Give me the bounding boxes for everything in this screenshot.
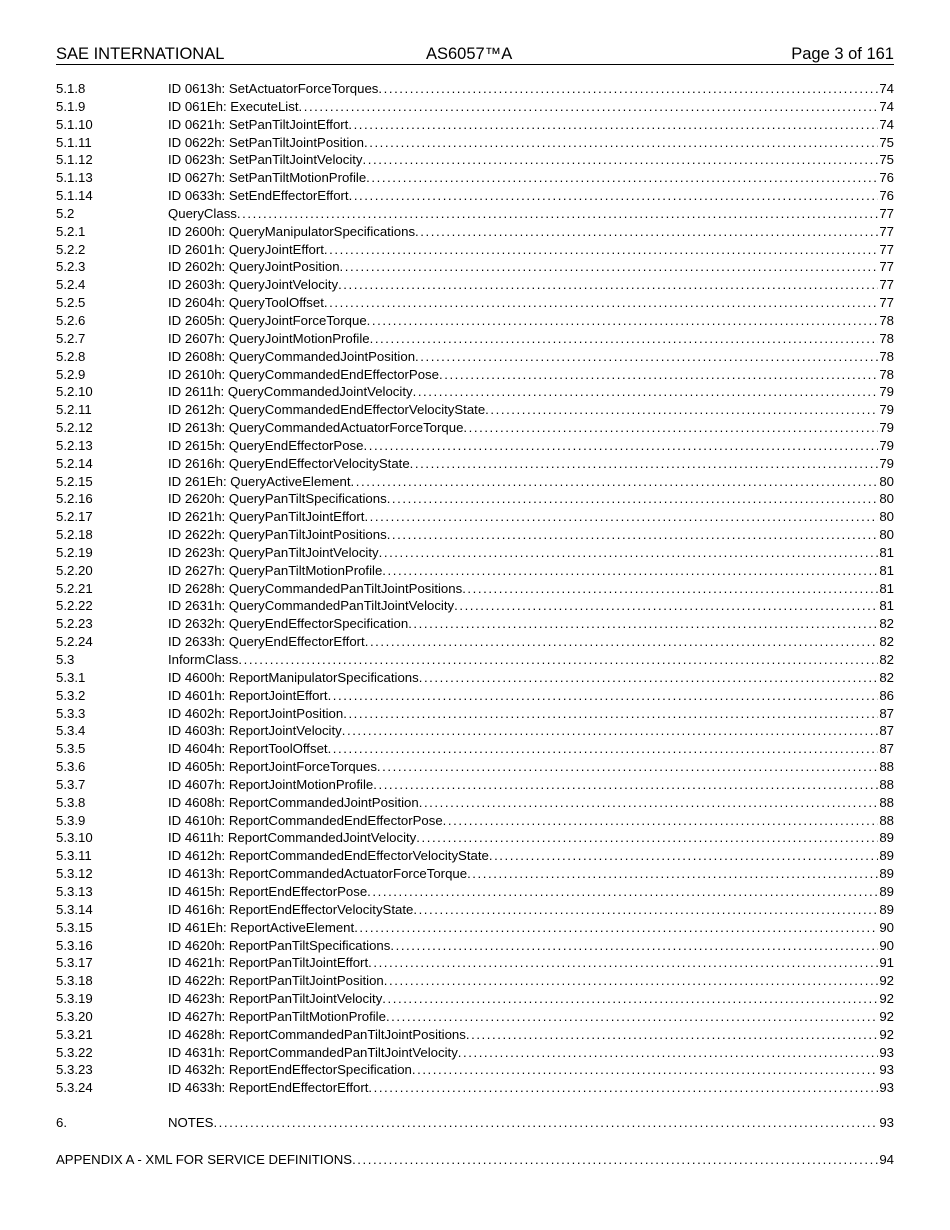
toc-entry-page: 89	[879, 883, 894, 899]
toc-entry-title: ID 4600h: ReportManipulatorSpecifications	[168, 669, 419, 685]
toc-entry-number: 5.3.22	[56, 1044, 93, 1060]
toc-entry-number: 5.2.14	[56, 455, 93, 471]
toc-entry-number: 5.2.24	[56, 634, 93, 650]
toc-entry-page: 82	[879, 669, 894, 685]
dot-leader	[384, 972, 879, 990]
toc-entry-page: 78	[879, 366, 894, 382]
toc-entry-title: ID 4615h: ReportEndEffectorPose	[168, 883, 368, 899]
dot-leader	[467, 865, 878, 883]
toc-entry-page: 92	[879, 991, 894, 1007]
toc-entry-title: ID 4610h: ReportCommandedEndEffectorPose	[168, 812, 443, 828]
toc-entry-title: ID 2620h: QueryPanTiltSpecifications	[168, 491, 387, 507]
dot-leader	[370, 330, 879, 348]
toc-entry-title: ID 4603h: ReportJointVelocity	[168, 723, 342, 739]
toc-entry-page: 90	[879, 919, 894, 935]
dot-leader	[366, 169, 878, 187]
toc-entry-page: 77	[879, 241, 894, 257]
toc-entry-page: 81	[879, 544, 894, 560]
toc-entry-page: 79	[879, 437, 894, 453]
toc-entry-page: 87	[879, 705, 894, 721]
toc-entry-title: ID 061Eh: ExecuteList	[168, 98, 299, 114]
toc-entry[interactable]	[56, 651, 894, 669]
toc-entry-number: 5.2.4	[56, 277, 86, 293]
toc-entry-page: 74	[879, 116, 894, 132]
toc-entry[interactable]	[56, 597, 894, 615]
toc-entry-title: ID 4602h: ReportJointPosition	[168, 705, 344, 721]
toc-entry-page: 75	[879, 152, 894, 168]
toc-entry[interactable]	[56, 366, 894, 384]
toc-entry-number: 5.3.13	[56, 883, 93, 899]
toc-entry-title: ID 4613h: ReportCommandedActuatorForceTorque	[168, 866, 468, 882]
dot-leader	[367, 312, 879, 330]
toc-entry-number: 5.3.14	[56, 901, 93, 917]
toc-entry-page: 77	[879, 223, 894, 239]
toc-entry[interactable]	[56, 990, 894, 1008]
toc-entry-page: 89	[879, 830, 894, 846]
header-document-id: AS6057™A	[426, 45, 513, 63]
toc-entry-number: 5.3.12	[56, 866, 93, 882]
toc-entry[interactable]	[56, 508, 894, 526]
dot-leader	[387, 490, 879, 508]
dot-leader	[454, 597, 878, 615]
toc-entry[interactable]	[56, 134, 894, 152]
toc-entry-page: 77	[879, 205, 894, 221]
toc-entry-number: 5.3.7	[56, 776, 86, 792]
dot-leader	[408, 615, 878, 633]
toc-entry-page: 75	[879, 134, 894, 150]
toc-entry[interactable]	[56, 116, 894, 134]
toc-entry-number: 5.3.1	[56, 669, 86, 685]
dot-leader	[413, 901, 878, 919]
toc-entry-title: ID 0627h: SetPanTiltMotionProfile	[168, 170, 367, 186]
toc-entry-title: ID 2633h: QueryEndEffectorEffort	[168, 634, 365, 650]
toc-entry-title: ID 2623h: QueryPanTiltJointVelocity	[168, 544, 379, 560]
dot-leader	[368, 954, 878, 972]
dot-leader	[466, 1026, 878, 1044]
dot-leader	[382, 990, 878, 1008]
toc-entry[interactable]	[56, 847, 894, 865]
toc-entry[interactable]	[56, 937, 894, 955]
toc-entry[interactable]	[56, 562, 894, 580]
toc-entry-number: 5.3.10	[56, 830, 93, 846]
toc-entry[interactable]	[56, 473, 894, 491]
toc-entry-number: 5.3.11	[56, 848, 92, 864]
toc-entry-title: ID 4611h: ReportCommandedJointVelocity	[168, 830, 417, 846]
toc-entry-number: 5.2.5	[56, 295, 86, 311]
toc-entry-title: NOTES	[168, 1115, 214, 1130]
toc-entry[interactable]	[56, 419, 894, 437]
toc-entry-number: 5.2.19	[56, 544, 93, 560]
toc-entry-page: 90	[879, 937, 894, 953]
dot-leader	[365, 633, 879, 651]
toc-entry-title: ID 2610h: QueryCommandedEndEffectorPose	[168, 366, 439, 382]
dot-leader	[378, 80, 878, 98]
toc-entry[interactable]	[56, 758, 894, 776]
dot-leader	[390, 937, 878, 955]
toc-entry-title: ID 4628h: ReportCommandedPanTiltJointPositions	[168, 1026, 466, 1042]
toc-entry[interactable]	[56, 169, 894, 187]
toc-entry-number: 5.1.10	[56, 116, 93, 132]
dot-leader	[410, 455, 879, 473]
dot-leader	[349, 187, 879, 205]
toc-entry-number: 5.1.8	[56, 81, 86, 96]
toc-entry-number: 5.3.6	[56, 759, 86, 775]
table-of-contents	[56, 80, 894, 1097]
toc-entry-page: 89	[879, 866, 894, 882]
toc-entry-page: 81	[879, 562, 894, 578]
toc-entry[interactable]	[56, 80, 894, 98]
toc-entry[interactable]	[56, 383, 894, 401]
toc-entry-number: 5.3.4	[56, 723, 86, 739]
toc-entry[interactable]	[56, 348, 894, 366]
toc-entry[interactable]	[56, 490, 894, 508]
toc-entry[interactable]	[56, 151, 894, 169]
toc-entry[interactable]	[56, 330, 894, 348]
toc-entry-title: ID 2632h: QueryEndEffectorSpecification	[168, 616, 409, 632]
toc-entry-title: ID 2613h: QueryCommandedActuatorForceTorque	[168, 420, 464, 436]
toc-entry-page: 93	[879, 1080, 894, 1096]
toc-entry-title: ID 2622h: QueryPanTiltJointPositions	[168, 527, 387, 543]
toc-entry-number: 5.2.16	[56, 491, 93, 507]
toc-entry-title: ID 2615h: QueryEndEffectorPose	[168, 437, 364, 453]
toc-entry-page: 81	[879, 580, 894, 596]
toc-entry-number: 5.2	[56, 205, 75, 221]
toc-entry-title: ID 0613h: SetActuatorForceTorques	[168, 81, 379, 96]
toc-entry-number: 5.2.9	[56, 366, 86, 382]
toc-entry-page: 92	[879, 1026, 894, 1042]
toc-entry-title: ID 461Eh: ReportActiveElement	[168, 919, 355, 935]
toc-entry-number: 5.2.6	[56, 312, 86, 328]
toc-entry[interactable]	[56, 1026, 894, 1044]
toc-entry-title: ID 2621h: QueryPanTiltJointEffort	[168, 509, 365, 525]
toc-entry-page: 76	[879, 188, 894, 204]
toc-entry-notes[interactable]	[56, 1114, 894, 1132]
toc-entry-number: 5.3.20	[56, 1008, 93, 1024]
dot-leader	[387, 526, 879, 544]
dot-leader	[363, 151, 879, 169]
dot-leader	[328, 687, 879, 705]
dot-leader	[343, 705, 878, 723]
toc-entry-page: 77	[879, 277, 894, 293]
toc-entry-page: 77	[879, 295, 894, 311]
dot-leader	[324, 241, 878, 259]
toc-entry-page: 81	[879, 598, 894, 614]
toc-entry[interactable]	[56, 312, 894, 330]
toc-entry-number: 5.3.5	[56, 741, 86, 757]
toc-entry-title: ID 2605h: QueryJointForceTorque	[168, 312, 367, 328]
dot-leader	[443, 812, 879, 830]
toc-entry-number: 5.3.8	[56, 794, 86, 810]
page-header	[56, 45, 894, 65]
toc-entry[interactable]	[56, 829, 894, 847]
toc-entry-page: 78	[879, 330, 894, 346]
toc-entry[interactable]	[56, 401, 894, 419]
toc-entry-number: 5.3.9	[56, 812, 86, 828]
toc-entry-page: 80	[879, 473, 894, 489]
toc-entry-title: ID 4623h: ReportPanTiltJointVelocity	[168, 991, 383, 1007]
toc-entry-page: 92	[879, 1008, 894, 1024]
toc-entry-page: 89	[879, 901, 894, 917]
toc-entry-appendix[interactable]	[56, 1151, 894, 1169]
toc-entry-title: ID 2608h: QueryCommandedJointPosition	[168, 348, 416, 364]
dot-leader	[419, 794, 879, 812]
toc-entry-title: ID 2616h: QueryEndEffectorVelocityState	[168, 455, 410, 471]
toc-entry[interactable]	[56, 722, 894, 740]
toc-entry-page: 89	[879, 848, 894, 864]
toc-entry[interactable]	[56, 437, 894, 455]
toc-entry-number: 5.1.13	[56, 170, 93, 186]
toc-entry[interactable]	[56, 1061, 894, 1079]
toc-entry-number: 5.2.23	[56, 616, 93, 632]
dot-leader	[368, 1079, 878, 1097]
dot-leader	[377, 758, 878, 776]
toc-entry-page: 88	[879, 759, 894, 775]
toc-entry-title: ID 4622h: ReportPanTiltJointPosition	[168, 973, 384, 989]
toc-entry-title: ID 2607h: QueryJointMotionProfile	[168, 330, 370, 346]
toc-entry-page: 79	[879, 455, 894, 471]
toc-entry-title: ID 2603h: QueryJointVelocity	[168, 277, 339, 293]
dot-leader	[416, 829, 878, 847]
toc-entry-number: 5.1.12	[56, 152, 93, 168]
toc-entry-number: 5.2.8	[56, 348, 86, 364]
dot-leader	[379, 544, 879, 562]
toc-entry[interactable]	[56, 687, 894, 705]
dot-leader	[462, 580, 878, 598]
toc-entry-number: 5.2.10	[56, 384, 93, 400]
dot-leader	[458, 1044, 879, 1062]
toc-entry-page: 80	[879, 509, 894, 525]
dot-leader	[237, 205, 878, 223]
toc-entry-page: 82	[879, 634, 894, 650]
toc-entry-number: 5.3.3	[56, 705, 86, 721]
toc-entry[interactable]	[56, 919, 894, 937]
toc-entry[interactable]	[56, 972, 894, 990]
toc-entry-title: ID 0623h: SetPanTiltJointVelocity	[168, 152, 363, 168]
toc-entry-page: 80	[879, 491, 894, 507]
toc-entry-title: ID 2612h: QueryCommandedEndEffectorVelocityState	[168, 402, 486, 418]
dot-leader	[373, 776, 878, 794]
toc-entry-title: ID 2631h: QueryCommandedPanTiltJointVelocity	[168, 598, 455, 614]
toc-entry[interactable]	[56, 883, 894, 901]
toc-entry-page: 91	[879, 955, 894, 971]
toc-entry-title: ID 4604h: ReportToolOffset	[168, 741, 328, 757]
dot-leader	[485, 401, 878, 419]
toc-entry-title: ID 4612h: ReportCommandedEndEffectorVelocityState	[168, 848, 489, 864]
toc-entry-page: 93	[879, 1044, 894, 1060]
toc-entry-title: ID 261Eh: QueryActiveElement	[168, 473, 351, 489]
dot-leader	[367, 883, 878, 901]
toc-entry-number: 5.1.11	[56, 134, 92, 150]
dot-leader	[382, 562, 878, 580]
dot-leader	[328, 740, 879, 758]
toc-entry-number: 5.3.23	[56, 1062, 93, 1078]
toc-entry-title: ID 4607h: ReportJointMotionProfile	[168, 776, 374, 792]
toc-entry[interactable]	[56, 812, 894, 830]
toc-entry-page: 78	[879, 348, 894, 364]
toc-entry-page: 94	[879, 1152, 894, 1167]
toc-entry-title: ID 4608h: ReportCommandedJointPosition	[168, 794, 419, 810]
toc-entry-number: 5.3	[56, 652, 75, 667]
toc-entry[interactable]	[56, 241, 894, 259]
toc-entry-page: 74	[879, 98, 894, 114]
toc-entry[interactable]	[56, 615, 894, 633]
toc-entry-title: ID 0633h: SetEndEffectorEffort	[168, 188, 349, 204]
toc-entry-page: 93	[879, 1115, 894, 1130]
toc-entry-title: ID 2627h: QueryPanTiltMotionProfile	[168, 562, 383, 578]
toc-entry-page: 82	[879, 616, 894, 632]
toc-entry-number: 5.2.18	[56, 527, 93, 543]
toc-entry-title: ID 0622h: SetPanTiltJointPosition	[168, 134, 364, 150]
dot-leader	[415, 348, 878, 366]
toc-entry-number: 5.3.17	[56, 955, 93, 971]
dot-leader	[354, 919, 878, 937]
toc-entry-number: 5.2.11	[56, 402, 92, 418]
dot-leader	[364, 437, 879, 455]
toc-entry-title: ID 4601h: ReportJointEffort	[168, 687, 328, 703]
toc-entry[interactable]	[56, 580, 894, 598]
toc-entry-number: 5.3.19	[56, 991, 93, 1007]
toc-entry-title: ID 0621h: SetPanTiltJointEffort	[168, 116, 349, 132]
toc-entry-title: ID 4627h: ReportPanTiltMotionProfile	[168, 1008, 386, 1024]
dot-leader	[364, 134, 878, 152]
toc-entry-number: 5.2.22	[56, 598, 93, 614]
toc-entry-number: 5.2.7	[56, 330, 86, 346]
toc-entry[interactable]	[56, 1044, 894, 1062]
dot-leader	[324, 294, 878, 312]
dot-leader	[439, 366, 878, 384]
dot-leader	[489, 847, 878, 865]
toc-entry-page: 87	[879, 741, 894, 757]
toc-entry-page: 87	[879, 723, 894, 739]
dot-leader	[348, 116, 878, 134]
toc-entry[interactable]	[56, 705, 894, 723]
toc-entry-title: ID 4616h: ReportEndEffectorVelocityState	[168, 901, 414, 917]
toc-entry[interactable]	[56, 258, 894, 276]
toc-entry-title: ID 2611h: QueryCommandedJointVelocity	[168, 384, 413, 400]
toc-entry-number: 5.3.15	[56, 919, 93, 935]
dot-leader	[298, 98, 878, 116]
toc-entry-page: 79	[879, 384, 894, 400]
toc-entry[interactable]	[56, 294, 894, 312]
toc-entry-title: ID 2600h: QueryManipulatorSpecifications	[168, 223, 416, 239]
dot-leader	[352, 1151, 878, 1169]
dot-leader	[342, 722, 879, 740]
toc-entry-number: 5.3.16	[56, 937, 93, 953]
toc-entry[interactable]	[56, 633, 894, 651]
toc-entry[interactable]	[56, 223, 894, 241]
toc-entry-page: 86	[879, 687, 894, 703]
toc-entry[interactable]	[56, 901, 894, 919]
toc-entry[interactable]	[56, 205, 894, 223]
toc-entry-page: 79	[879, 402, 894, 418]
toc-entry-page: 80	[879, 527, 894, 543]
toc-entry-number: 5.2.17	[56, 509, 93, 525]
toc-entry-number: 5.2.2	[56, 241, 86, 257]
dot-leader	[413, 383, 879, 401]
dot-leader	[238, 651, 878, 669]
toc-entry[interactable]	[56, 1079, 894, 1097]
toc-entry-title: ID 4631h: ReportCommandedPanTiltJointVelocity	[168, 1044, 458, 1060]
toc-entry-title: ID 4633h: ReportEndEffectorEffort	[168, 1080, 369, 1096]
toc-entry-title: ID 2628h: QueryCommandedPanTiltJointPositions	[168, 580, 463, 596]
toc-entry-number: 5.2.3	[56, 259, 86, 275]
toc-entry-page: 77	[879, 259, 894, 275]
toc-entry[interactable]	[56, 276, 894, 294]
toc-entry-page: 88	[879, 794, 894, 810]
dot-leader	[415, 223, 878, 241]
toc-entry-page: 78	[879, 312, 894, 328]
toc-entry-title: ID 4632h: ReportEndEffectorSpecification	[168, 1062, 412, 1078]
toc-entry-title: QueryClass	[168, 205, 237, 221]
dot-leader	[419, 669, 879, 687]
toc-entry-number: 5.2.21	[56, 580, 93, 596]
toc-entry-number: 5.2.1	[56, 223, 86, 239]
toc-entry-number: 5.2.15	[56, 473, 93, 489]
toc-entry[interactable]	[56, 1008, 894, 1026]
toc-entry-title: ID 4605h: ReportJointForceTorques	[168, 759, 377, 775]
toc-entry[interactable]	[56, 455, 894, 473]
toc-entry-title: ID 4621h: ReportPanTiltJointEffort	[168, 955, 369, 971]
toc-entry-page: 74	[879, 81, 894, 96]
toc-entry-title: ID 2602h: QueryJointPosition	[168, 259, 340, 275]
dot-leader	[364, 508, 878, 526]
toc-entry-title: ID 2604h: QueryToolOffset	[168, 295, 324, 311]
toc-entry-number: 5.3.24	[56, 1080, 93, 1096]
toc-entry-title: InformClass	[168, 652, 239, 667]
toc-entry-number: 5.1.14	[56, 188, 93, 204]
dot-leader	[213, 1114, 878, 1132]
toc-entry-page: 92	[879, 973, 894, 989]
toc-entry[interactable]	[56, 865, 894, 883]
toc-entry-title: ID 4620h: ReportPanTiltSpecifications	[168, 937, 391, 953]
toc-entry[interactable]	[56, 776, 894, 794]
toc-entry-number: 5.3.21	[56, 1026, 93, 1042]
toc-entry-title: ID 2601h: QueryJointEffort	[168, 241, 324, 257]
dot-leader	[351, 473, 879, 491]
header-page-number: Page 3 of 161	[791, 45, 894, 63]
toc-entry-number: 6.	[56, 1115, 67, 1130]
toc-entry[interactable]	[56, 526, 894, 544]
toc-entry[interactable]	[56, 954, 894, 972]
toc-entry-number: 5.2.12	[56, 420, 93, 436]
dot-leader	[463, 419, 878, 437]
header-org: SAE INTERNATIONAL	[56, 45, 225, 63]
toc-entry[interactable]	[56, 544, 894, 562]
toc-entry-number: 5.2.13	[56, 437, 93, 453]
toc-entry-number: 5.2.20	[56, 562, 93, 578]
toc-entry-page: 88	[879, 776, 894, 792]
toc-entry[interactable]	[56, 98, 894, 116]
toc-entry-number: 5.3.2	[56, 687, 86, 703]
toc-entry-title: APPENDIX A - XML FOR SERVICE DEFINITIONS	[56, 1152, 353, 1167]
dot-leader	[340, 258, 879, 276]
dot-leader	[338, 276, 878, 294]
toc-entry-page: 79	[879, 420, 894, 436]
toc-entry[interactable]	[56, 669, 894, 687]
toc-entry-page: 82	[879, 652, 894, 667]
toc-entry-page: 88	[879, 812, 894, 828]
toc-entry[interactable]	[56, 794, 894, 812]
dot-leader	[386, 1008, 878, 1026]
toc-entry-number: 5.3.18	[56, 973, 93, 989]
toc-entry-page: 76	[879, 170, 894, 186]
dot-leader	[412, 1061, 878, 1079]
toc-entry[interactable]	[56, 187, 894, 205]
toc-entry-number: 5.1.9	[56, 98, 86, 114]
toc-entry[interactable]	[56, 740, 894, 758]
toc-entry-page: 93	[879, 1062, 894, 1078]
